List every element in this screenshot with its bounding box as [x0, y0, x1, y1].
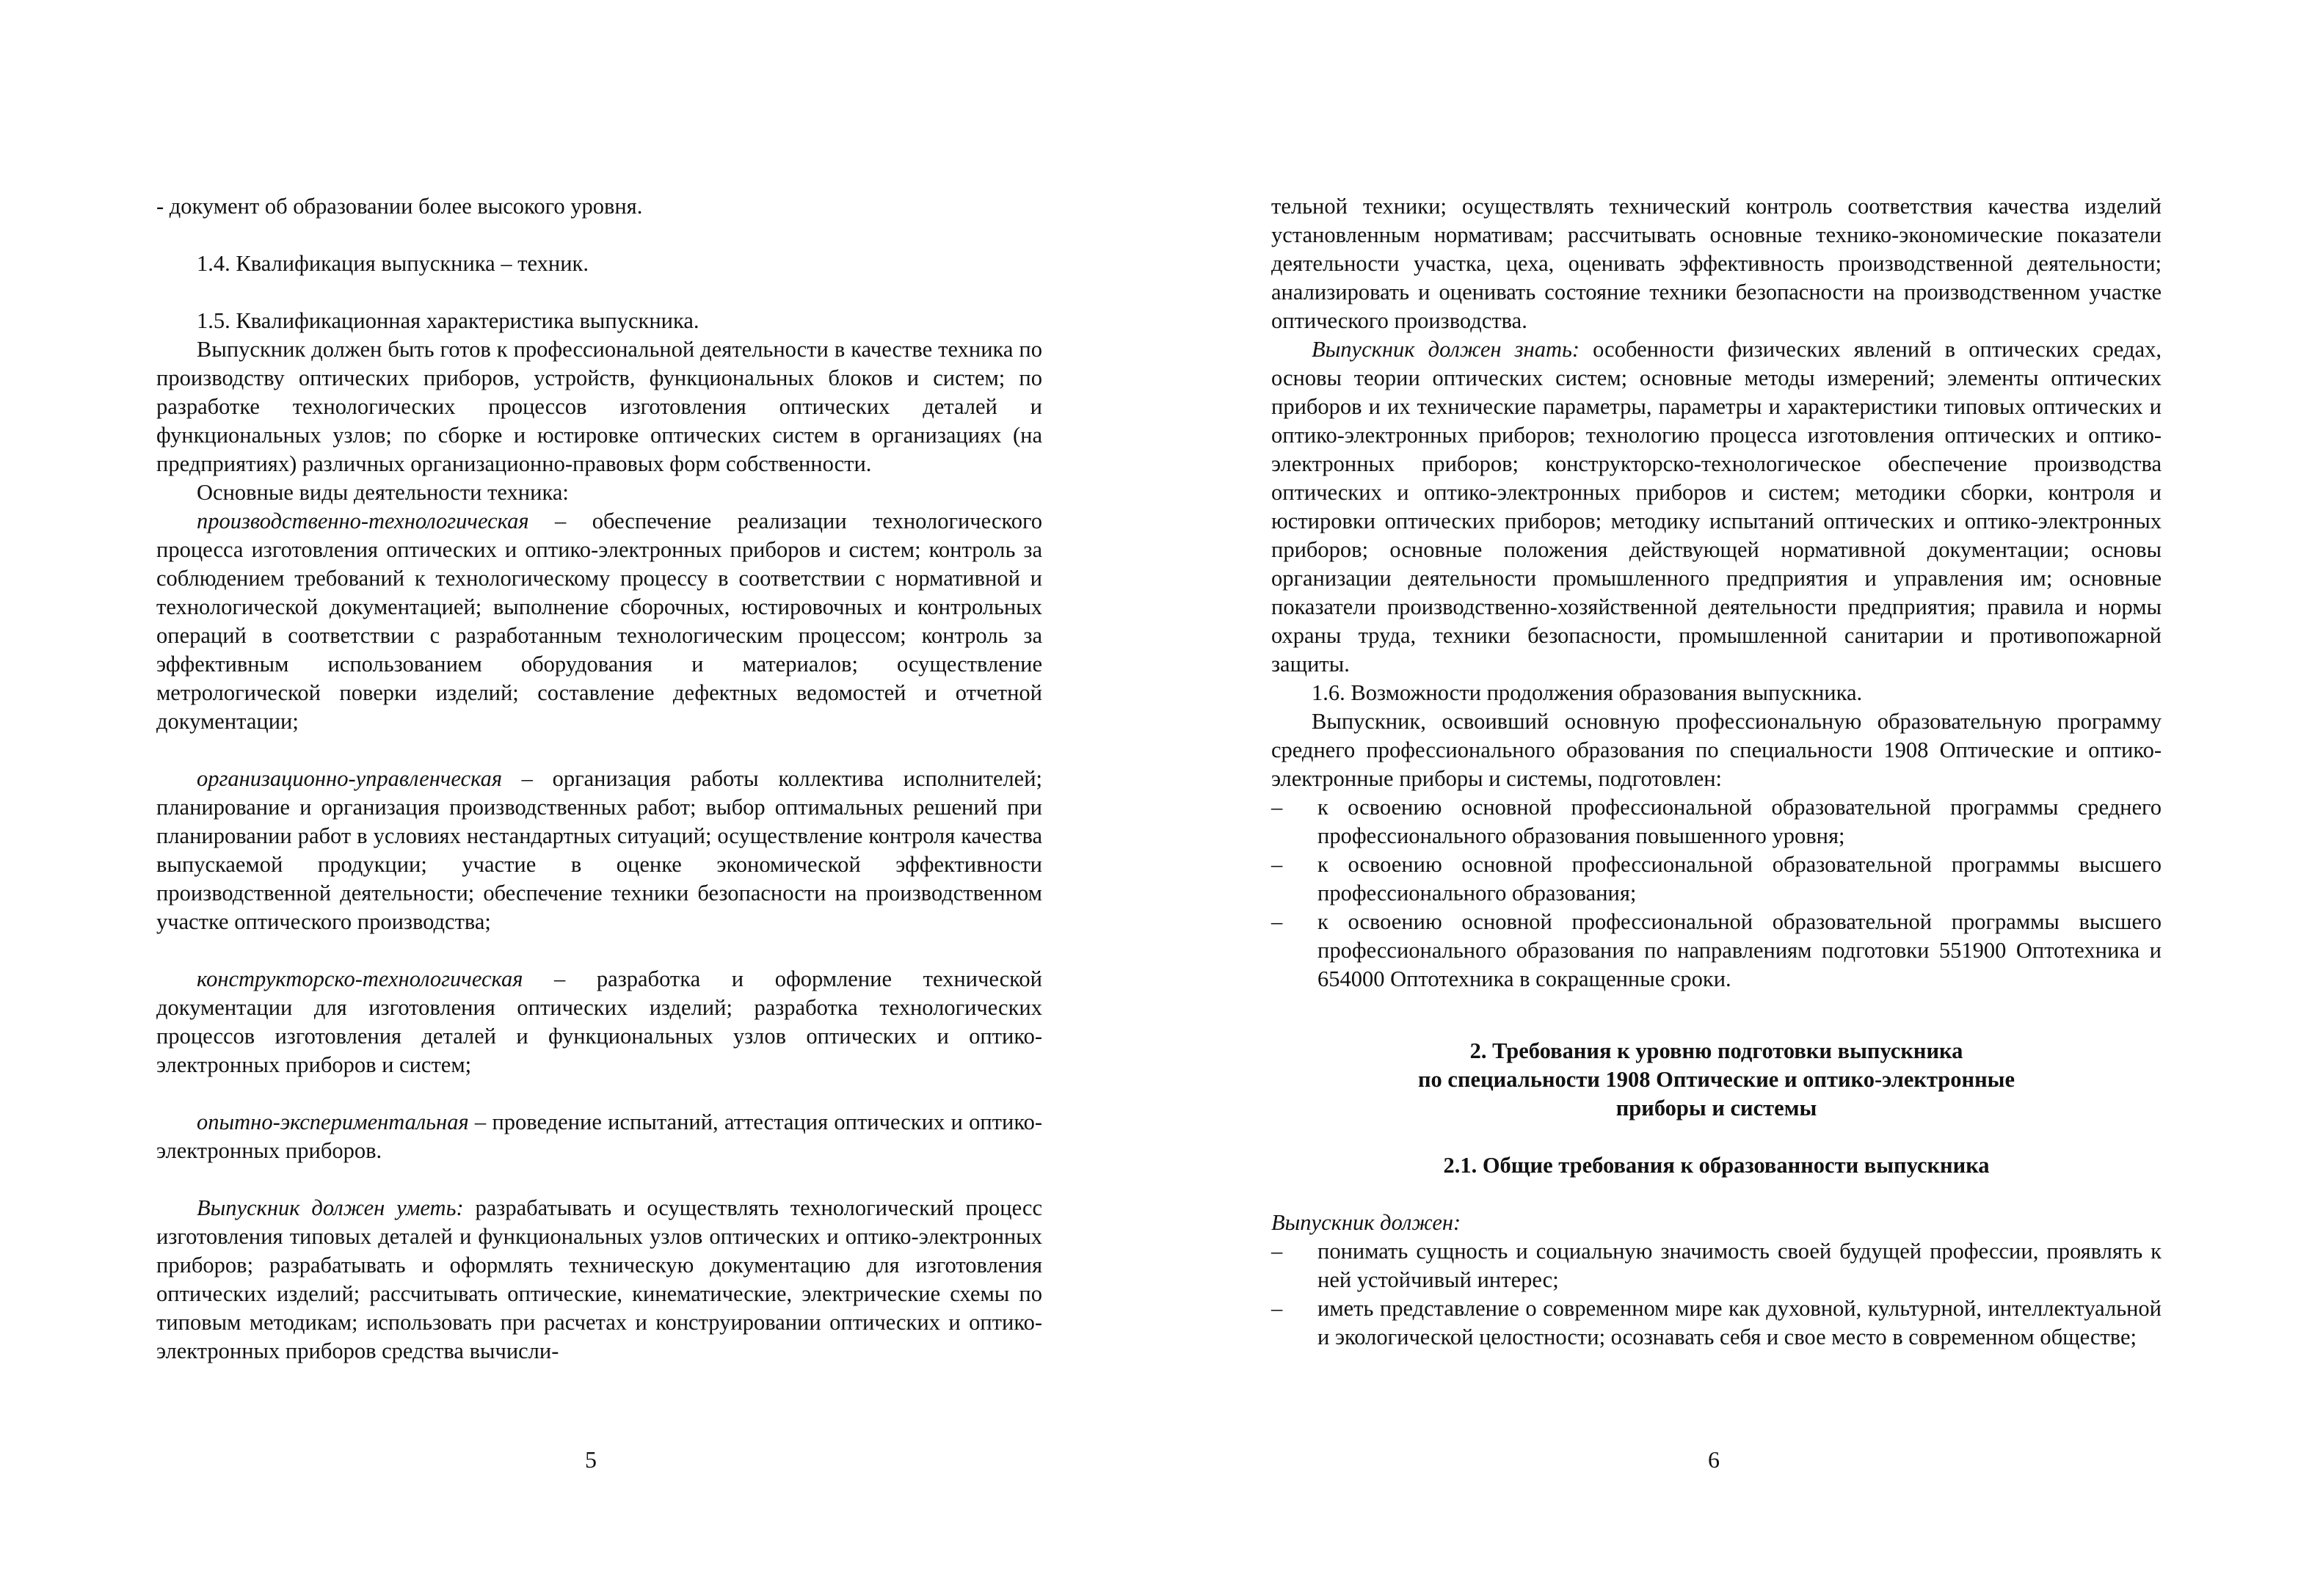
spacer: [156, 1079, 1042, 1108]
activity-design: [156, 965, 1042, 1079]
spacer: [156, 1165, 1042, 1194]
activity-description: – обеспечение реализации технологического процесса изготовления оптических и оптико-электронных приборов и систем; контроль за соблюдением требований к технологическому процессу в соответствии с нормативной и технологической документацией; выполнение сборочных, юстировочных и контрольных операций в соответствии с разработанным технологическим процессом; контроль за эффективным использованием оборудования и материалов; осуществление метрологической поверки изделий; составление дефектных ведомостей и отчетной документации;: [156, 509, 1042, 734]
spacer: [156, 736, 1042, 765]
page-number-right: 6: [1708, 1446, 1720, 1473]
section-2-heading-line-2: по специальности 1908 Оптические и оптико-электронные: [1417, 1067, 2015, 1092]
activity-description: – проведение испытаний, аттестация оптических и оптико-электронных приборов.: [156, 1109, 1042, 1163]
spacer: [156, 221, 1042, 249]
list-item: [1271, 1294, 2162, 1352]
activity-term: производственно-технологическая: [197, 509, 529, 533]
activity-term: конструкторско-технологическая: [197, 966, 523, 991]
spacer: [1271, 1180, 2162, 1209]
activities-title: Основные виды деятельности техника:: [197, 480, 569, 505]
dash-marker: –: [1271, 795, 1283, 820]
dash-marker: –: [1271, 1239, 1283, 1264]
left-page: [156, 192, 1042, 1366]
activity-production: [156, 507, 1042, 736]
doc-item: - документ об образовании более высокого уровня.: [156, 194, 643, 219]
must-list: [1271, 1237, 2162, 1352]
activity-management: [156, 765, 1042, 936]
knowledge-term: Выпускник должен знать:: [1312, 337, 1580, 362]
continuation-text: тельной техники; осуществлять технический контроль соответствия качества изделий установленным нормативам; рассчитывать основные технико-экономические показатели деятельности участка, цеха, оценивать эффективность производственной деятельности; анализировать и оценивать состояние техники безопасности на производственном участке оптического производства.: [1271, 194, 2162, 333]
spacer: [1271, 994, 2162, 1022]
dash-marker: –: [1271, 909, 1283, 934]
spacer: [156, 278, 1042, 307]
skills-text: разрабатывать и осуществлять технологический процесс изготовления типовых деталей и функциональных узлов оптических и оптико-электронных приборов; разрабатывать и оформлять техническую документацию для изготовления оптических изделий; рассчитывать оптические, кинематические, электрические схемы по типовым методикам; использовать при расчетах и конструировании оптических и оптико-электронных приборов средства вычисли-: [156, 1195, 1042, 1363]
skills-paragraph: [156, 1194, 1042, 1366]
qualification: 1.4. Квалификация выпускника – техник.: [197, 251, 589, 276]
knowledge-paragraph: [1271, 335, 2162, 679]
characteristic-text: Выпускник должен быть готов к профессиональной деятельности в качестве техника по производству оптических приборов, устройств, функциональных блоков и систем; по разработке технологических процессов изготовления оптических деталей и функциональных узлов; по сборке и юстировке оптических систем в организациях (на предприятиях) различных организационно-правовых форм собственности.: [156, 337, 1042, 476]
continuation-title: 1.6. Возможности продолжения образования выпускника.: [1312, 680, 1863, 705]
must-term: Выпускник должен:: [1271, 1210, 1461, 1235]
list-item: [1271, 1237, 2162, 1294]
list-item-text: к освоению основной профессиональной образовательной программы высшего профессионального образования;: [1317, 852, 2162, 906]
dash-marker: –: [1271, 852, 1283, 877]
section-2-1-heading: 2.1. Общие требования к образованности выпускника: [1443, 1153, 1990, 1178]
list-item-text: к освоению основной профессиональной образовательной программы высшего профессионального образования по направлениям подготовки 551900 Оптотехника и 654000 Оптотехника в сокращенные сроки.: [1317, 909, 2162, 991]
knowledge-text: особенности физических явлений в оптических средах, основы теории оптических систем; основные методы измерений; элементы оптических приборов и их технические параметры, параметры и характеристики типовых оптических и оптико-электронных приборов; технологию процесса изготовления оптических и оптико-электронных приборов; конструкторско-технологическое обеспечение производства оптических и оптико-электронных приборов и систем; методики сборки, контроля и юстировки оптических приборов; методику испытаний оптических и оптико-электронных приборов; основные положения действующей нормативной документации; основы организации деятельности промышленного предприятия и управления им; основные показатели производственно-хозяйственной деятельности предприятия; правила и нормы охраны труда, техники безопасности, промышленной санитарии и противопожарной защиты.: [1271, 337, 2162, 677]
page-number-left: 5: [585, 1446, 597, 1473]
characteristic-title: 1.5. Квалификационная характеристика выпускника.: [197, 308, 699, 333]
list-item: [1271, 908, 2162, 994]
list-item-text: к освоению основной профессиональной образовательной программы среднего профессионального образования повышенного уровня;: [1317, 795, 2162, 848]
activity-description: – разработка и оформление технической документации для изготовления оптических изделий; разработка технологических процессов изготовления деталей и функциональных узлов оптических и оптико-электронных приборов и систем;: [156, 966, 1042, 1077]
spacer: [1271, 1123, 2162, 1151]
activity-term: опытно-экспериментальная: [197, 1109, 469, 1134]
continuation-paragraph: Выпускник, освоивший основную профессиональную образовательную программу среднего профессионального образования по специальности 1908 Оптические и оптико-электронные приборы и системы, подготовлен:: [1271, 709, 2162, 791]
skills-term: Выпускник должен уметь:: [197, 1195, 464, 1220]
dash-marker: –: [1271, 1296, 1283, 1321]
list-item: [1271, 793, 2162, 850]
list-item-text: иметь представление о современном мире как духовной, культурной, интеллектуальной и экологической целостности; осознавать себя и свое место в современном обществе;: [1317, 1296, 2162, 1349]
right-page: [1271, 192, 2162, 1352]
spacer: [156, 936, 1042, 965]
list-item-text: понимать сущность и социальную значимость своей будущей профессии, проявлять к ней устойчивый интерес;: [1317, 1239, 2162, 1292]
prepared-list: [1271, 793, 2162, 994]
spacer: [1271, 1022, 2162, 1037]
activity-term: организационно-управленческая: [197, 766, 503, 791]
activity-description: – организация работы коллектива исполнителей; планирование и организация производственных работ; выбор оптимальных решений при планировании работ в условиях нестандартных ситуаций; осуществление контроля качества выпускаемой продукции; участие в оценке экономической эффективности производственной деятельности; обеспечение техники безопасности на производственном участке оптического производства;: [156, 766, 1042, 934]
list-item: [1271, 850, 2162, 908]
section-2-heading-line-1: 2. Требования к уровню подготовки выпускника: [1469, 1038, 1963, 1063]
section-2-heading-line-3: приборы и системы: [1615, 1096, 1817, 1121]
must-heading: [1271, 1209, 2162, 1237]
activity-experimental: [156, 1108, 1042, 1165]
